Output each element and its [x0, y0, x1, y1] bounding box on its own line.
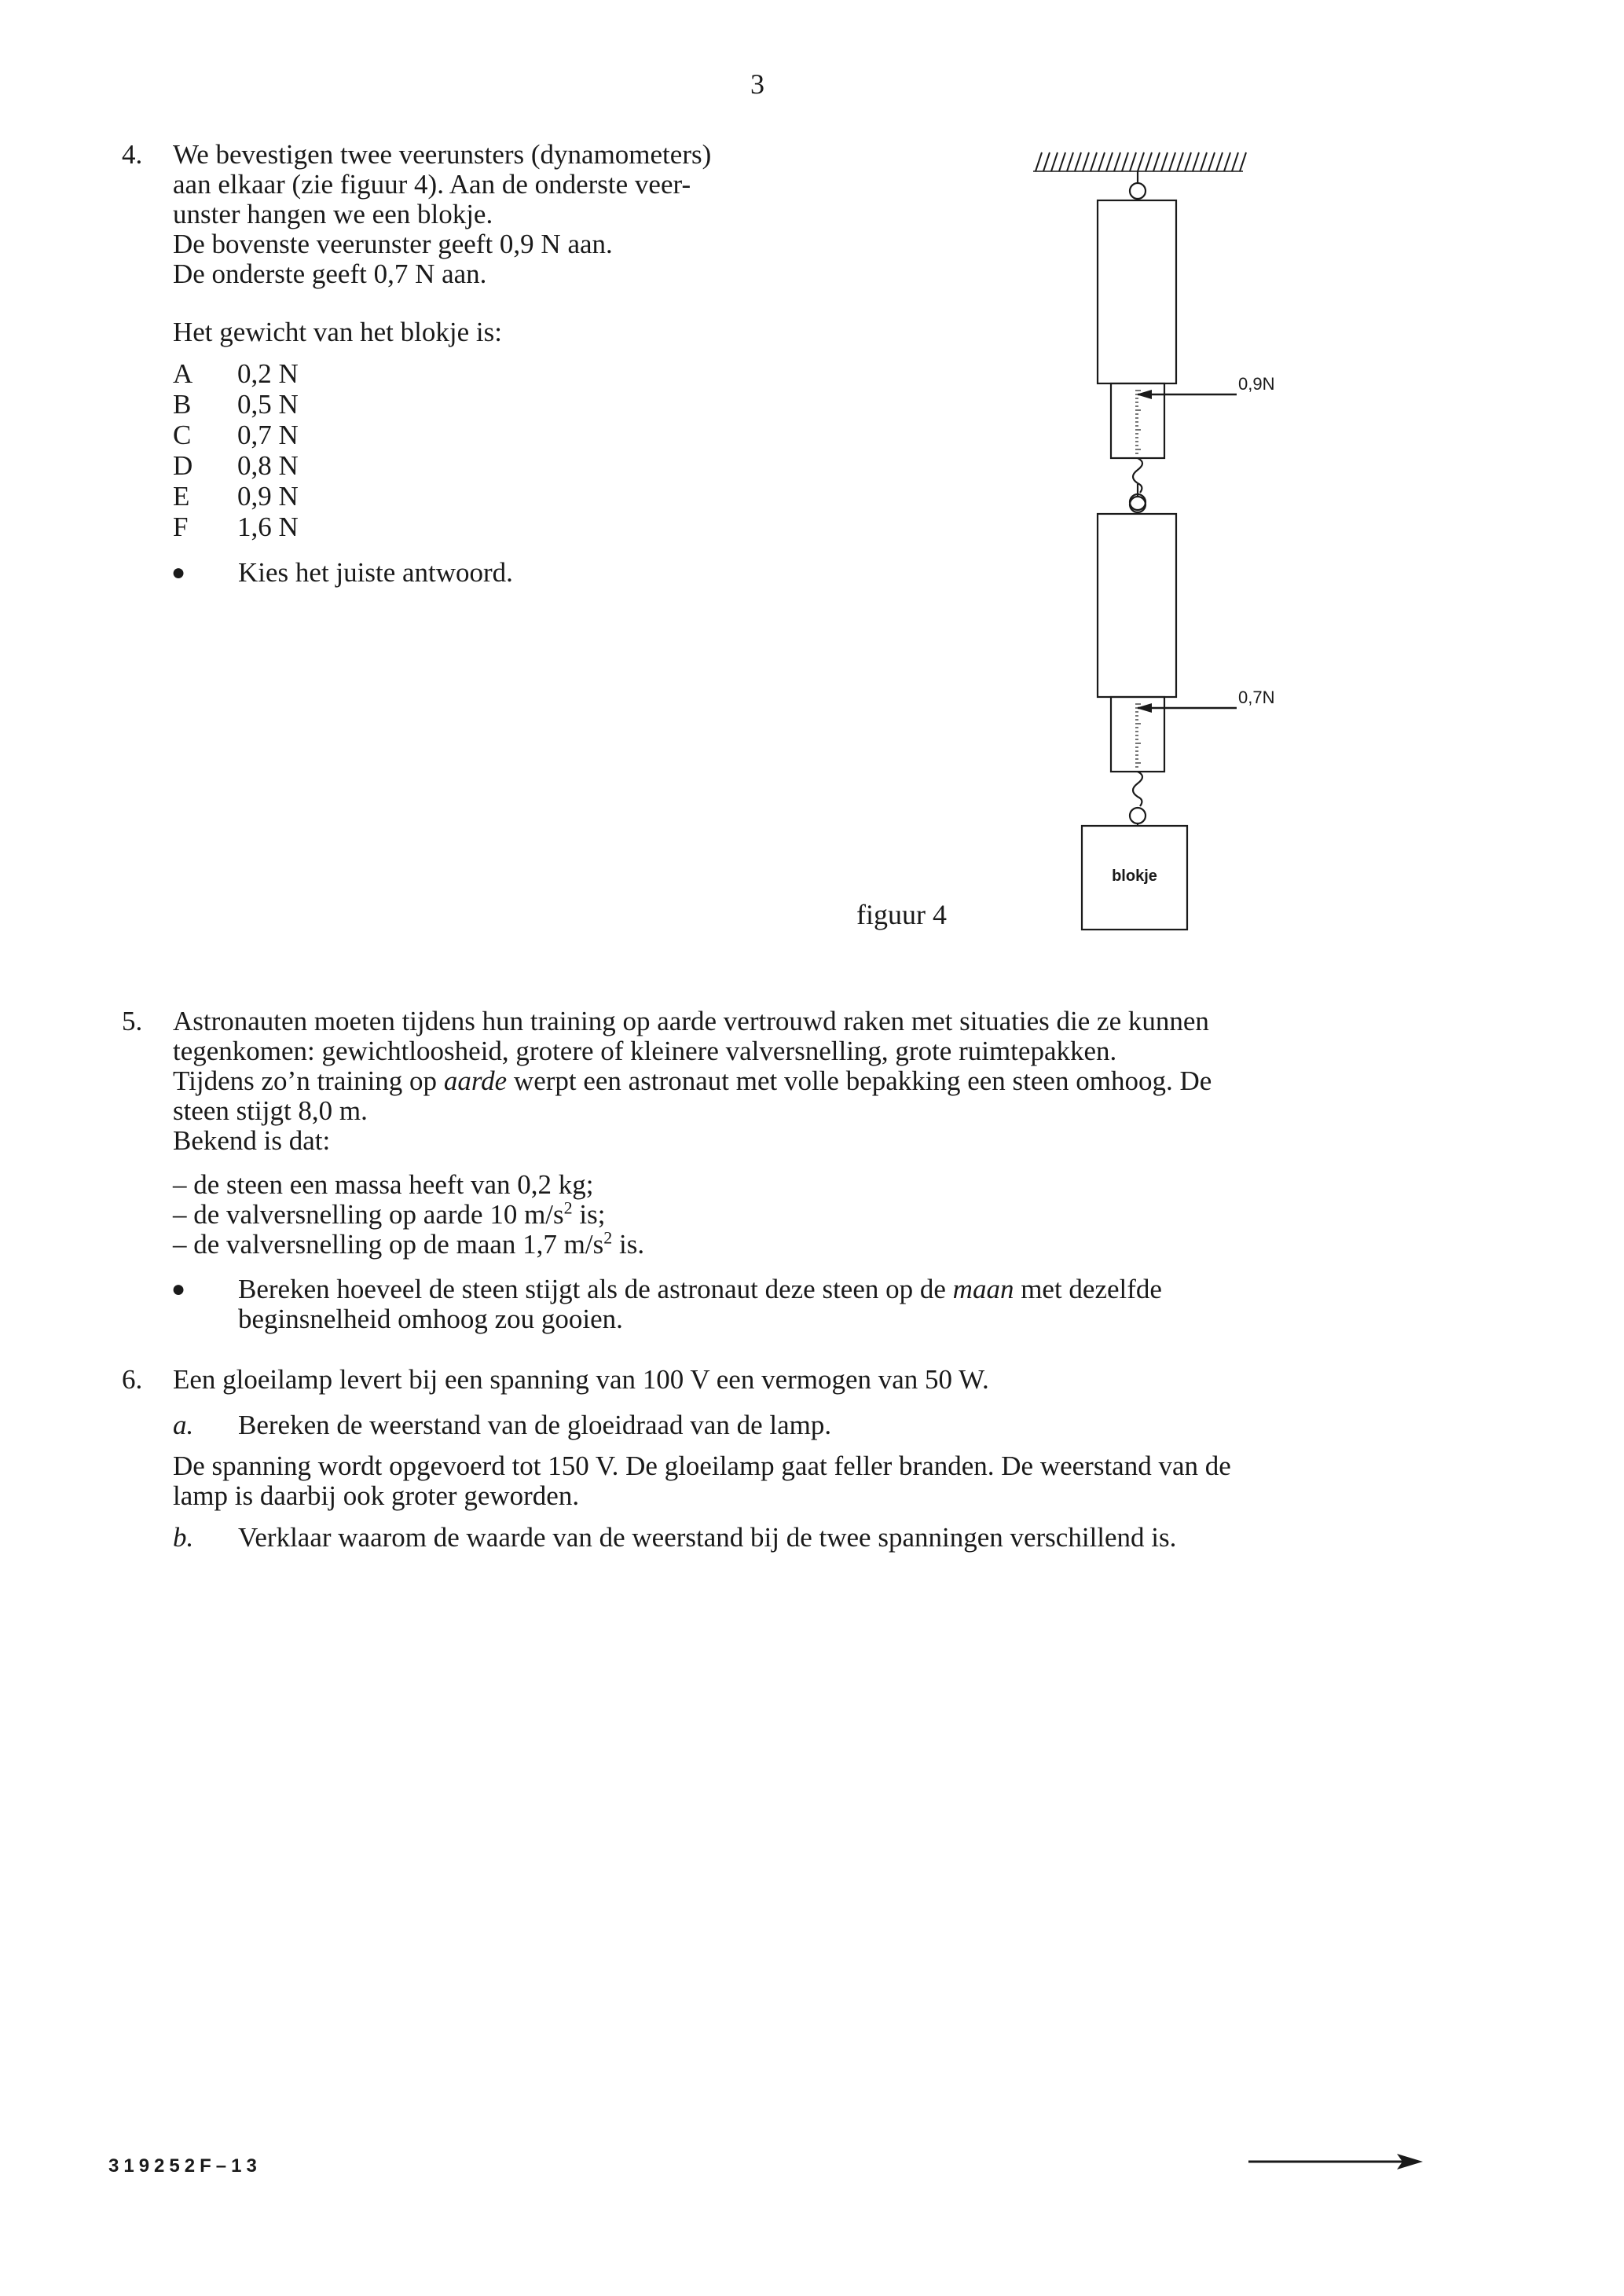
- ceiling-hatch: [1075, 152, 1081, 171]
- ceiling-hatch: [1208, 152, 1215, 171]
- ceiling-hatch: [1193, 152, 1199, 171]
- bullet-icon: ●: [171, 559, 186, 585]
- task-text: Bereken hoeveel de steen stijgt als de astronaut deze steen op de: [238, 1274, 953, 1304]
- list-item-text: is.: [612, 1229, 645, 1260]
- ceiling-hatch: [1161, 152, 1168, 171]
- question-6-middle: [173, 1451, 1231, 1511]
- ceiling-hatch: [1224, 152, 1230, 171]
- document-code: 319252F–13: [108, 2155, 262, 2177]
- subquestion-b-letter: b.: [173, 1522, 194, 1553]
- question-5-line: Astronauten moeten tijdens hun training op aarde vertrouwd raken met situaties die ze kunnen: [173, 1006, 1209, 1036]
- question-4-intro-line: aan elkaar (zie figuur 4). Aan de onderste veer-: [173, 169, 691, 200]
- answer-option: [173, 482, 299, 512]
- option-letter: D: [173, 450, 193, 481]
- answer-option: [173, 451, 299, 481]
- question-6-intro: Een gloeilamp levert bij een spanning van 100 V een vermogen van 50 W.: [173, 1364, 989, 1395]
- question-5-line-part: Tijdens zo’n training op: [173, 1065, 444, 1096]
- question-4-intro: [173, 140, 711, 289]
- answer-option: [173, 359, 299, 389]
- ceiling-hatch: [1232, 152, 1238, 171]
- ceiling-hatch: [1169, 152, 1175, 171]
- question-4-intro-line: unster hangen we een blokje.: [173, 199, 493, 229]
- option-text: 0,8 N: [237, 450, 299, 481]
- question-5-task: [238, 1275, 1162, 1334]
- subquestion-a-text: Bereken de weerstand van de gloeidraad van de lamp.: [238, 1410, 832, 1440]
- superscript: 2: [563, 1198, 573, 1218]
- question-5-number: 5.: [122, 1006, 143, 1036]
- ceiling-hatch: [1216, 152, 1223, 171]
- option-text: 1,6 N: [237, 512, 299, 542]
- option-letter: F: [173, 512, 189, 542]
- option-letter: A: [173, 358, 193, 389]
- question-4-number: 4.: [122, 139, 143, 170]
- list-item-text: – de valversnelling op de maan 1,7 m/s: [173, 1229, 604, 1260]
- ceiling-hatch: [1106, 152, 1113, 171]
- lower-spring-scale-bottom-ring: [1130, 808, 1146, 823]
- question-6-middle-line: De spanning wordt opgevoerd tot 150 V. De gloeilamp gaat feller branden. De weerstand van de: [173, 1451, 1231, 1481]
- option-text: 0,9 N: [237, 481, 299, 512]
- figure-4-diagram: [1021, 141, 1304, 935]
- ceiling-hatch: [1201, 152, 1207, 171]
- upper-spring-scale-housing: [1098, 200, 1176, 383]
- upper-spring-scale-top-ring: [1130, 183, 1146, 199]
- question-5-line: steen stijgt 8,0 m.: [173, 1095, 368, 1126]
- list-item: [173, 1227, 645, 1260]
- bullet-icon: ●: [171, 1276, 186, 1302]
- subquestion-a-letter: a.: [173, 1410, 194, 1440]
- task-text: met dezelfde: [1014, 1274, 1162, 1304]
- option-letter: C: [173, 420, 192, 450]
- ceiling-hatch: [1083, 152, 1089, 171]
- ceiling-hatch: [1091, 152, 1097, 171]
- question-5-task-line: beginsnelheid omhoog zou gooien.: [238, 1304, 623, 1334]
- option-letter: E: [173, 481, 190, 512]
- superscript: 2: [603, 1227, 613, 1248]
- ceiling-hatch: [1098, 152, 1105, 171]
- emphasis-aarde: aarde: [443, 1065, 508, 1096]
- answer-option: [173, 420, 299, 450]
- question-4-intro-line: De onderste geeft 0,7 N aan.: [173, 259, 487, 289]
- upper-reading-label: 0,9N: [1238, 374, 1275, 394]
- list-item: – de steen een massa heeft van 0,2 kg;: [173, 1169, 594, 1200]
- question-5-line: Bekend is dat:: [173, 1125, 331, 1156]
- ceiling-hatch: [1185, 152, 1191, 171]
- ceiling-hatch: [1059, 152, 1065, 171]
- lower-spring-scale-s-hook: [1133, 772, 1142, 806]
- ceiling-hatch: [1114, 152, 1120, 171]
- question-4-instruction: Kies het juiste antwoord.: [238, 557, 513, 588]
- ceiling-hatch: [1067, 152, 1073, 171]
- question-6-number: 6.: [122, 1364, 143, 1395]
- ceiling-hatch: [1051, 152, 1058, 171]
- subquestion-b-text: Verklaar waarom de waarde van de weerstand bij de twee spanningen verschillend is.: [238, 1522, 1177, 1553]
- ceiling-hatch: [1138, 152, 1144, 171]
- lower-spring-scale-pointer-arrowhead: [1136, 703, 1152, 713]
- ceiling-hatch: [1153, 152, 1160, 171]
- figure-caption: figuur 4: [856, 899, 947, 930]
- ceiling-hatch: [1043, 152, 1050, 171]
- question-4-intro-line: De bovenste veerunster geeft 0,9 N aan.: [173, 229, 613, 259]
- block-label: blokje: [1112, 867, 1157, 885]
- ceiling-hatch: [1146, 152, 1152, 171]
- ceiling-hatch: [1240, 152, 1246, 171]
- question-5-line: tegenkomen: gewichtloosheid, grotere of kleinere valversnelling, grote ruimtepakken.: [173, 1036, 1117, 1066]
- option-text: 0,2 N: [237, 358, 299, 389]
- option-text: 0,7 N: [237, 420, 299, 450]
- emphasis-maan: maan: [952, 1274, 1014, 1304]
- lower-reading-label: 0,7N: [1238, 688, 1275, 707]
- next-page-arrow-icon: [1245, 2150, 1426, 2173]
- answer-option: [173, 512, 299, 542]
- list-item-text: – de valversnelling op aarde 10 m/s: [173, 1199, 564, 1230]
- question-4-question: Het gewicht van het blokje is:: [173, 317, 502, 347]
- question-5-task-line: [238, 1275, 1162, 1304]
- lower-spring-scale-housing: [1098, 514, 1176, 697]
- list-item-text: is;: [572, 1199, 606, 1230]
- question-5-line: [173, 1066, 1212, 1096]
- upper-spring-scale-pointer-arrowhead: [1136, 390, 1152, 399]
- list-item: [173, 1200, 605, 1230]
- question-5-text: [173, 1007, 1212, 1156]
- ceiling-hatch: [1177, 152, 1183, 171]
- page-number: 3: [750, 68, 764, 100]
- ceiling-hatch: [1122, 152, 1128, 171]
- option-text: 0,5 N: [237, 389, 299, 420]
- answer-option: [173, 390, 299, 420]
- ceiling-hatch: [1036, 152, 1042, 171]
- option-letter: B: [173, 389, 192, 420]
- question-4-intro-line: We bevestigen twee veerunsters (dynamometers): [173, 139, 712, 170]
- ceiling-hatch: [1130, 152, 1136, 171]
- question-6-middle-line: lamp is daarbij ook groter geworden.: [173, 1480, 580, 1511]
- question-5-line-part: werpt een astronaut met volle bepakking een steen omhoog. De: [507, 1065, 1212, 1096]
